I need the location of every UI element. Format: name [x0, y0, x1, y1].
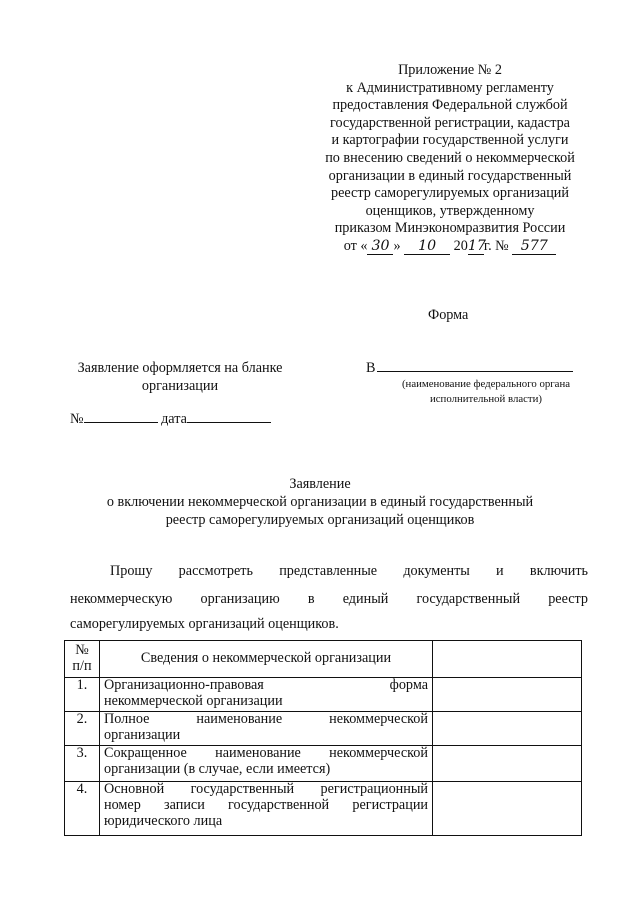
row-num: 1.: [65, 678, 100, 712]
date-blank-line: [187, 410, 271, 423]
row-text-line: Полное наименование некоммерческой: [104, 711, 428, 727]
row-text: [100, 678, 433, 712]
table-header-row: [65, 641, 582, 678]
appendix-line: предоставления Федеральной службой: [332, 97, 568, 114]
addressee-note-line: (наименование федерального органа: [401, 378, 571, 390]
addressee-field: [366, 359, 573, 377]
row-text-line: Сокращенное наименование некоммерческой: [104, 745, 428, 761]
row-text-line: Организационно-правовая форма: [104, 677, 428, 693]
date-year: 17: [467, 237, 486, 254]
date-mid: »: [393, 237, 401, 254]
document-heading: [60, 475, 580, 529]
date-label: дата: [161, 411, 187, 427]
table-row: [65, 746, 582, 782]
addressee-prefix: В: [366, 360, 376, 376]
row-num: 2.: [65, 712, 100, 746]
date-day: 30: [367, 239, 393, 255]
row-num: 3.: [65, 746, 100, 782]
appendix-line: приказом Минэкономразвития России: [334, 220, 566, 237]
table-row: [65, 712, 582, 746]
number-blank-line: [84, 410, 158, 423]
header-num-cell: [65, 641, 100, 678]
table-row: [65, 782, 582, 836]
row-text-line: организации (в случае, если имеется): [104, 760, 331, 777]
row-value-cell[interactable]: [433, 712, 582, 746]
number-date-field: [70, 410, 271, 428]
addressee-note: [376, 377, 596, 407]
row-text-line: Основной государственный регистрационный: [104, 781, 428, 797]
date-g: г. №: [483, 237, 509, 254]
blank-note: [60, 359, 300, 395]
header-title-cell: Сведения о некоммерческой организации: [100, 641, 433, 678]
date-month: 10: [404, 239, 450, 255]
heading-title: Заявление: [289, 476, 351, 492]
form-label: Форма: [428, 307, 469, 323]
date-year-prefix: 20: [453, 237, 468, 254]
body-line: саморегулируемых организаций оценщиков.: [70, 616, 339, 632]
appendix-line: государственной регистрации, кадастра: [330, 114, 570, 131]
row-value-cell[interactable]: [433, 746, 582, 782]
number-label: №: [70, 411, 84, 427]
header-value-cell: [433, 641, 582, 678]
addressee-blank-line: [377, 359, 573, 372]
appendix-line: реестр саморегулируемых организаций: [331, 185, 569, 202]
row-text-line: юридического лица: [104, 812, 223, 829]
appendix-line: оценщиков, утвержденному: [365, 202, 535, 219]
organization-info-table: [64, 640, 582, 836]
appendix-line: Приложение № 2: [398, 62, 502, 78]
heading-line: реестр саморегулируемых организаций оценщиков: [165, 512, 475, 528]
header-num: №: [75, 642, 89, 659]
order-date-line: [300, 238, 600, 256]
row-text-line: некоммерческой организации: [104, 692, 283, 709]
appendix-line: к Административному регламенту: [346, 79, 554, 96]
header-num-sub: п/п: [72, 658, 92, 674]
appendix-header: [300, 62, 600, 256]
row-text-line: номер записи государственной регистрации: [104, 796, 428, 813]
table-row: [65, 678, 582, 712]
row-value-cell[interactable]: [433, 782, 582, 836]
order-number: 577: [512, 239, 556, 255]
blank-note-line: Заявление оформляется на бланке: [77, 360, 283, 376]
body-line: Прошу рассмотреть представленные документы и включить: [110, 563, 588, 579]
heading-line: о включении некоммерческой организации в единый государственный: [106, 494, 534, 510]
row-text: [100, 782, 433, 836]
blank-note-line: организации: [141, 378, 219, 394]
row-text: [100, 712, 433, 746]
addressee-note-line: исполнительной власти): [429, 393, 543, 405]
row-text-line: организации: [104, 726, 181, 743]
row-num: 4.: [65, 782, 100, 836]
appendix-line: организации в единый государственный: [328, 167, 572, 184]
appendix-line: по внесению сведений о некоммерческой: [325, 149, 575, 166]
body-line: некоммерческую организацию в единый государственный реестр: [70, 591, 588, 607]
row-value-cell[interactable]: [433, 678, 582, 712]
appendix-line: и картографии государственной услуги: [331, 132, 569, 149]
row-text: [100, 746, 433, 782]
date-prefix: от «: [343, 237, 368, 254]
